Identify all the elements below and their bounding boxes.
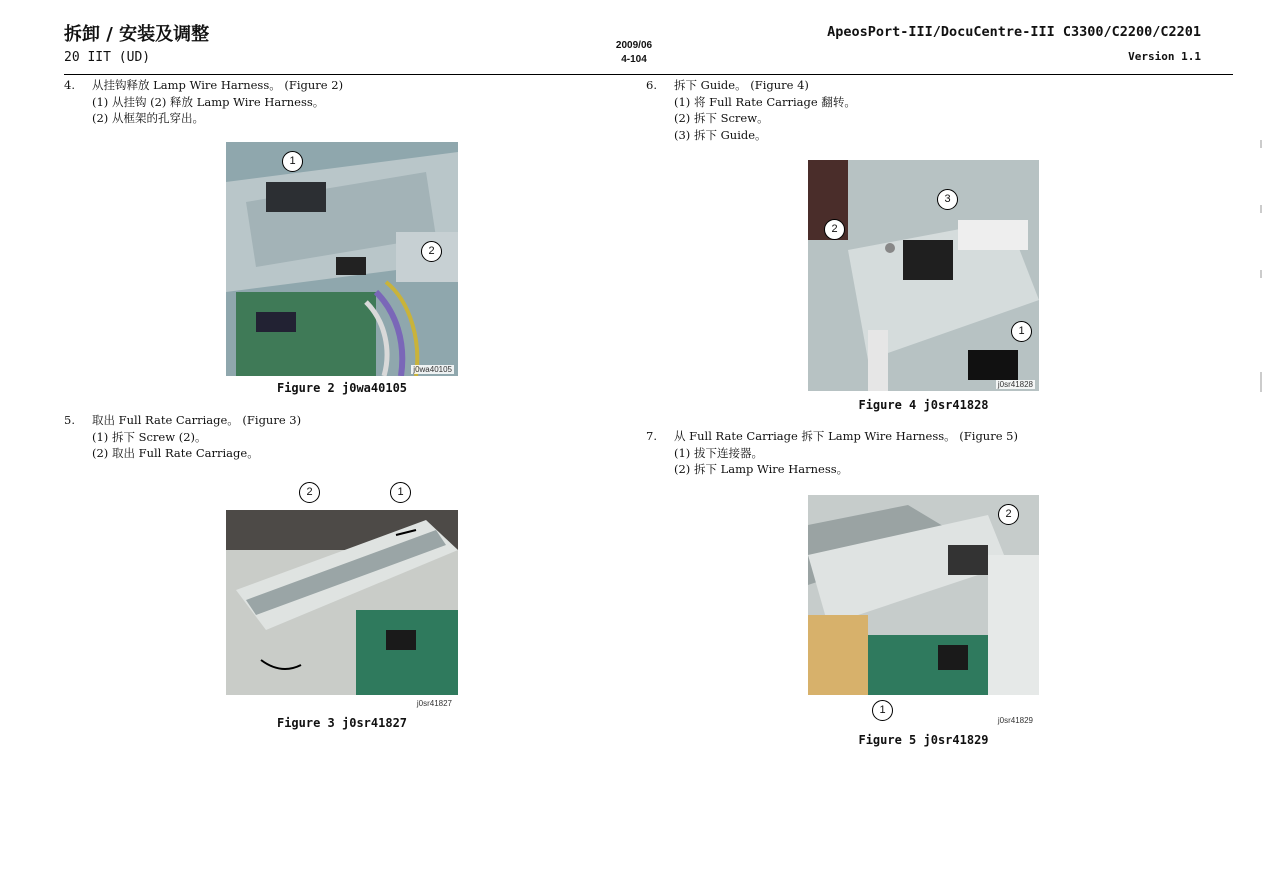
page-number: 4-104 <box>621 54 647 65</box>
figure-5-caption: Figure 5 j0sr41829 <box>858 733 989 747</box>
figure-id-label: j0sr41827 <box>416 699 452 708</box>
section-label: 20 IIT (UD) <box>64 50 151 65</box>
step-number: 4. <box>64 78 75 92</box>
substep: (2) 从框架的孔穿出。 <box>92 111 204 125</box>
step-4 <box>64 77 343 127</box>
figure-5-image <box>808 495 1039 727</box>
figure-4-caption: Figure 4 j0sr41828 <box>858 398 989 412</box>
substep: (1) 将 Full Rate Carriage 翻转。 <box>674 94 856 109</box>
substep: (1) 从挂钩 (2) 释放 Lamp Wire Harness。 <box>92 94 325 109</box>
callout-2: 2 <box>824 219 845 240</box>
step-6 <box>646 77 856 143</box>
step-number: 7. <box>646 429 657 443</box>
step-number: 6. <box>646 78 657 92</box>
callout-2: 2 <box>421 241 442 262</box>
callout-1: 1 <box>872 700 893 721</box>
version-label: Version 1.1 <box>1128 50 1201 63</box>
substep: (1) 拆下 Screw (2)。 <box>92 429 207 444</box>
substep: (2) 拆下 Lamp Wire Harness。 <box>674 462 849 476</box>
step-text: 从挂钩释放 Lamp Wire Harness。 (Figure 2) <box>92 78 344 92</box>
figure-2-caption: Figure 2 j0wa40105 <box>276 381 408 395</box>
callout-2: 2 <box>299 482 320 503</box>
figure-id-label: j0sr41829 <box>997 716 1033 725</box>
page-date-block <box>608 39 660 67</box>
figure-id-label: j0wa40105 <box>413 365 452 374</box>
figure-id-label: j0sr41828 <box>997 380 1033 389</box>
substep: (2) 拆下 Screw。 <box>674 111 769 125</box>
step-text: 从 Full Rate Carriage 拆下 Lamp Wire Harness。 (Figure 5) <box>674 429 1018 443</box>
substep: (2) 取出 Full Rate Carriage。 <box>92 446 259 460</box>
callout-2: 2 <box>998 504 1019 525</box>
header-divider <box>64 74 1233 75</box>
callout-3: 3 <box>937 189 958 210</box>
substep: (1) 拔下连接器。 <box>674 445 763 460</box>
model-name: ApeosPort-III/DocuCentre-III C3300/C2200/C2201 <box>827 24 1201 40</box>
step-7 <box>646 428 1018 478</box>
step-text: 拆下 Guide。 (Figure 4) <box>674 78 809 92</box>
callout-1: 1 <box>282 151 303 172</box>
step-text: 取出 Full Rate Carriage。 (Figure 3) <box>92 413 302 427</box>
figure-3-caption: Figure 3 j0sr41827 <box>276 716 408 730</box>
step-number: 5. <box>64 413 75 427</box>
figure-4-image <box>808 160 1039 391</box>
step-5 <box>64 412 301 462</box>
page-title: 拆卸 / 安装及调整 <box>64 24 210 45</box>
figure-3-image <box>226 510 458 710</box>
callout-1: 1 <box>1011 321 1032 342</box>
callout-1: 1 <box>390 482 411 503</box>
page-date: 2009/06 <box>615 40 653 51</box>
substep: (3) 拆下 Guide。 <box>674 127 767 142</box>
